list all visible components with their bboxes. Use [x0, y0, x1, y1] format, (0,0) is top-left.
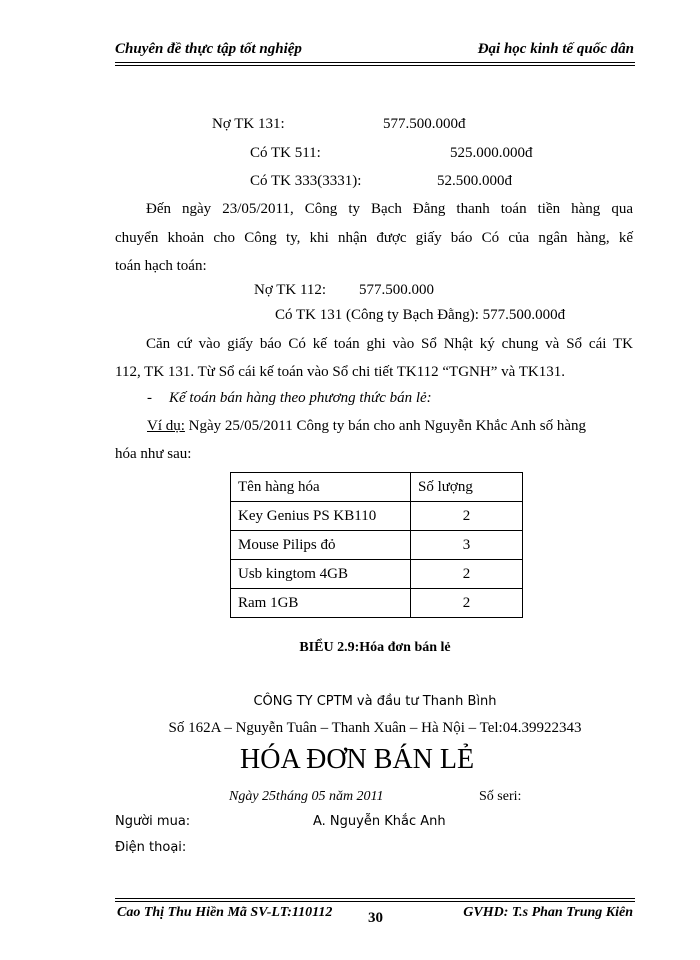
invoice-buyer-value: A. Nguyễn Khắc Anh [313, 814, 446, 829]
header-left: Chuyên đề thực tập tốt nghiệp [115, 41, 302, 57]
bullet-dash: - [147, 390, 152, 406]
entry2-debit-amount: 577.500.000 [359, 282, 434, 298]
footer-right: GVHD: T.s Phan Trung Kiên [463, 905, 633, 920]
table-cell-name: Key Genius PS KB110 [231, 502, 411, 531]
invoice-date: Ngày 25tháng 05 năm 2011 [229, 789, 384, 804]
footer-left: Cao Thị Thu Hiền Mã SV-LT:110112 [117, 905, 333, 920]
para2-line2: 112, TK 131. Từ Sổ cái kế toán vào Sổ chi tiết TK112 “TGNH” và TK131. [115, 364, 566, 380]
table-header-name: Tên hàng hóa [231, 473, 411, 502]
invoice-address: Số 162A – Nguyễn Tuân – Thanh Xuân – Hà Nội – Tel:04.39922343 [168, 720, 582, 736]
para2-line1: Căn cứ vào giấy báo Có kế toán ghi vào Sổ Nhật ký chung và Sổ cái TK [146, 336, 633, 352]
entry1-debit-amount: 577.500.000đ [383, 116, 466, 132]
invoice-buyer-label: Người mua: [115, 814, 191, 829]
figure-caption: BIỂU 2.9:Hóa đơn bán lẻ [299, 640, 451, 655]
page-number: 30 [368, 910, 383, 926]
header-right: Đại học kinh tế quốc dân [477, 41, 634, 57]
table-cell-name: Usb kingtom 4GB [231, 560, 411, 589]
entry1-debit-label: Nợ TK 131: [212, 116, 285, 132]
invoice-serial-label: Số seri: [479, 789, 522, 804]
header-rule [115, 62, 635, 66]
invoice-title: HÓA ĐƠN BÁN LẺ [240, 744, 475, 775]
invoice-phone-label: Điện thoại: [115, 840, 187, 855]
entry2-debit-label: Nợ TK 112: [254, 282, 327, 298]
entry2-credit: Có TK 131 (Công ty Bạch Đằng): 577.500.000đ [275, 307, 566, 323]
table-cell-qty: 2 [411, 589, 523, 618]
footer-rule [115, 898, 635, 902]
entry1-credit1-amount: 525.000.000đ [450, 145, 533, 161]
table-cell-qty: 3 [411, 531, 523, 560]
example-line1 [147, 418, 633, 435]
table-cell-qty: 2 [411, 560, 523, 589]
table-row [231, 531, 523, 560]
example-text: Ngày 25/05/2011 Công ty bán cho anh Nguyễn Khắc Anh số hàng [184, 418, 586, 434]
table-header-row [231, 473, 523, 502]
goods-table [230, 472, 523, 618]
table-row [231, 560, 523, 589]
invoice-company: CÔNG TY CPTM và đầu tư Thanh Bình [253, 694, 497, 709]
table-row [231, 502, 523, 531]
table-cell-name: Mouse Pilips đỏ [231, 531, 411, 560]
table-row [231, 589, 523, 618]
para1-line2: chuyển khoản cho Công ty, khi nhận được giấy báo Có của ngân hàng, kế [115, 230, 633, 246]
table-header-qty: Số lượng [411, 473, 523, 502]
para1-line1: Đến ngày 23/05/2011, Công ty Bạch Đằng thanh toán tiền hàng qua [146, 201, 633, 217]
example-line2: hóa như sau: [115, 446, 192, 462]
entry1-credit1-label: Có TK 511: [250, 145, 321, 161]
para1-line3: toán hạch toán: [115, 258, 207, 274]
table-cell-name: Ram 1GB [231, 589, 411, 618]
entry1-credit2-amount: 52.500.000đ [437, 173, 512, 189]
example-label: Ví dụ: [147, 418, 185, 434]
entry1-credit2-label: Có TK 333(3331): [250, 173, 362, 189]
table-cell-qty: 2 [411, 502, 523, 531]
bullet-text: Kế toán bán hàng theo phương thức bán lẻ: [169, 390, 432, 406]
